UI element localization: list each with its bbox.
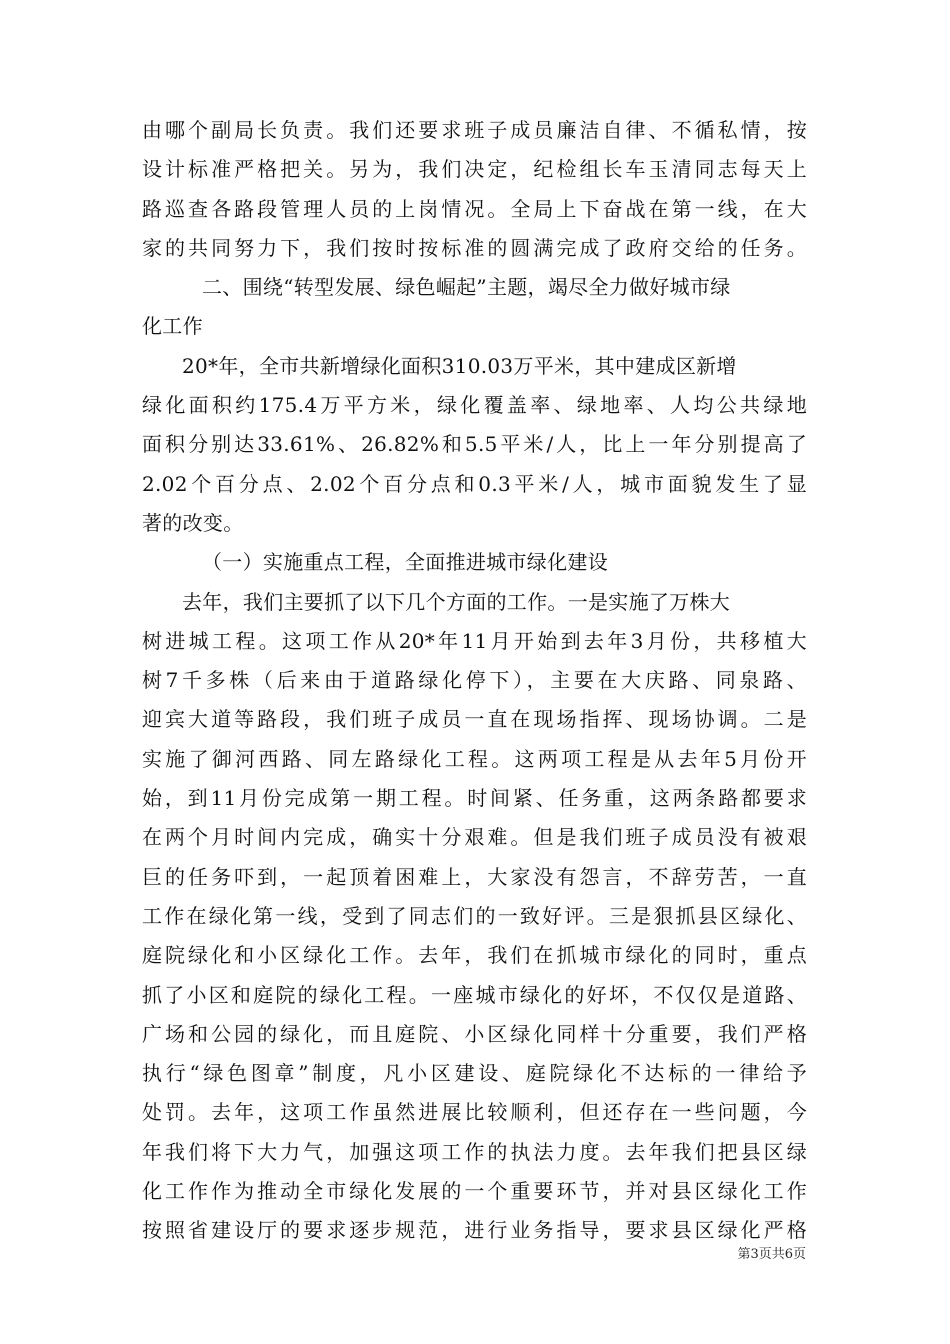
text-line: 执行“绿色图章”制度，凡小区建设、庭院绿化不达标的一律给予 <box>142 1061 807 1086</box>
text-line: 树7千多株（后来由于道路绿化停下），主要在大庆路、同泉路、 <box>142 668 807 693</box>
text-line: 始，到11月份完成第一期工程。时间紧、任务重，这两条路都要求 <box>142 786 807 811</box>
text-line: 树进城工程。这项工作从20*年11月开始到去年3月份，共移植大 <box>142 628 807 653</box>
text-line: 广场和公园的绿化，而且庭院、小区绿化同样十分重要，我们严格 <box>142 1021 807 1046</box>
text-line: 处罚。去年，这项工作虽然进展比较顺利，但还存在一些问题，今 <box>142 1100 807 1125</box>
text-line: 二、围绕“转型发展、绿色崛起”主题，竭尽全力做好城市绿 <box>202 275 731 300</box>
text-line: 由哪个副局长负责。我们还要求班子成员廉洁自律、不循私情，按 <box>142 118 807 142</box>
text-line: 路巡查各路段管理人员的上岗情况。全局上下奋战在第一线，在大 <box>142 196 807 221</box>
text-line: 2.02个百分点、2.02个百分点和0.3平米/人，城市面貌发生了显 <box>142 471 807 496</box>
text-line: 家的共同努力下，我们按时按标准的圆满完成了政府交给的任务。 <box>142 235 807 260</box>
text-line: 绿化面积约175.4万平方米，绿化覆盖率、绿地率、人均公共绿地 <box>142 393 807 418</box>
text-line: 著的改变。 <box>142 510 244 535</box>
text-line: 工作在绿化第一线，受到了同志们的一致好评。三是狠抓县区绿化、 <box>142 903 807 928</box>
text-line: 设计标准严格把关。另为，我们决定，纪检组长车玉清同志每天上 <box>142 157 807 182</box>
text-line: 巨的任务吓到，一起顶着困难上，大家没有怨言，不辞劳苦，一直 <box>142 864 807 889</box>
text-line: 抓了小区和庭院的绿化工程。一座城市绿化的好坏，不仅仅是道路、 <box>142 982 807 1007</box>
text-line: 面积分别达33.61%、26.82%和5.5平米/人，比上一年分别提高了 <box>142 432 807 457</box>
text-line: 在两个月时间内完成，确实十分艰难。但是我们班子成员没有被艰 <box>142 825 807 850</box>
text-line: 化工作作为推动全市绿化发展的一个重要环节，并对县区绿化工作 <box>142 1179 807 1204</box>
text-line: （一）实施重点工程，全面推进城市绿化建设 <box>202 550 608 575</box>
text-line: 庭院绿化和小区绿化工作。去年，我们在抓城市绿化的同时，重点 <box>142 943 807 968</box>
text-line: 20*年，全市共新增绿化面积310.03万平米，其中建成区新增 <box>182 353 737 378</box>
text-line: 去年，我们主要抓了以下几个方面的工作。一是实施了万株大 <box>182 589 731 614</box>
text-line: 化工作 <box>142 314 203 339</box>
body-text <box>142 111 807 1251</box>
text-line: 迎宾大道等路段，我们班子成员一直在现场指挥、现场协调。二是 <box>142 707 807 732</box>
text-line: 按照省建设厅的要求逐步规范，进行业务指导，要求县区绿化严格 <box>142 1218 807 1243</box>
text-line: 实施了御河西路、同左路绿化工程。这两项工程是从去年5月份开 <box>142 746 807 771</box>
text-line: 年我们将下大力气，加强这项工作的执法力度。去年我们把县区绿 <box>142 1139 807 1164</box>
page-footer <box>0 1247 806 1263</box>
page-number: 第3页共6页 <box>737 1247 806 1262</box>
